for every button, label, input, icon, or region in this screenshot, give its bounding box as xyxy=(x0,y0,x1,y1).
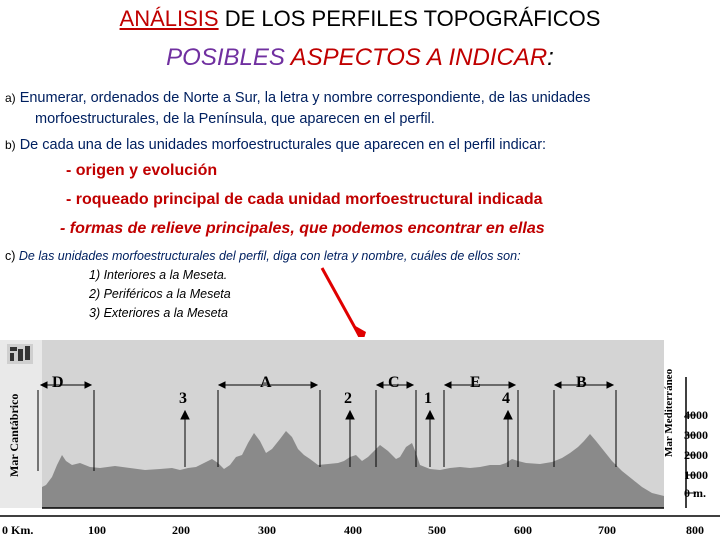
number-label-1: 1 xyxy=(424,390,432,407)
subtitle-part-1: POSIBLES xyxy=(166,44,291,71)
item-c-text: De las unidades morfoestructurales del perfil, diga con letra y nombre, cuáles de ellos son: xyxy=(15,249,521,263)
km-tick-800: 800 xyxy=(686,523,704,537)
elevation-tick-1000: 1000 xyxy=(684,468,708,482)
elevation-tick-4000: 4000 xyxy=(684,408,708,422)
item-a-text: Enumerar, ordenados de Norte a Sur, la letra y nombre correspondiente, de las unidades xyxy=(15,90,591,106)
elevation-tick-2000: 2000 xyxy=(684,448,708,462)
topographic-profile xyxy=(0,337,720,540)
item-c-list-3: 3) Exteriores a la Meseta xyxy=(89,306,228,320)
letter-label-c: C xyxy=(388,374,400,391)
km-tick-300: 300 xyxy=(258,523,276,537)
item-a-key: a) xyxy=(5,91,16,105)
item-a-line-1 xyxy=(5,90,590,106)
letter-label-b: B xyxy=(576,374,587,391)
item-b-line xyxy=(5,137,546,153)
item-c-list-1: 1) Interiores a la Meseta. xyxy=(89,268,228,282)
number-label-3: 3 xyxy=(179,390,187,407)
page-title xyxy=(0,6,720,32)
item-b-sub-1: - origen y evolución xyxy=(66,162,218,179)
title-rest: DE LOS PERFILES TOPOGRÁFICOS xyxy=(218,6,601,31)
right-sea-label: Mar Mediterráneo xyxy=(663,368,675,457)
item-b-sub-2: - roqueado principal de cada unidad morfoestructural indicada xyxy=(66,191,543,208)
elevation-tick-0: 0 m. xyxy=(684,486,706,500)
letter-label-a: A xyxy=(260,374,272,391)
title-highlight: ANÁLISIS xyxy=(119,6,219,31)
km-tick-200: 200 xyxy=(172,523,190,537)
km-tick-100: 100 xyxy=(88,523,106,537)
km-tick-400: 400 xyxy=(344,523,362,537)
subtitle-part-2: ASPECTOS A INDICAR xyxy=(290,44,548,71)
corner-logo xyxy=(7,344,33,364)
letter-label-d: D xyxy=(52,374,64,391)
letter-label-e: E xyxy=(470,374,481,391)
subtitle-part-3: : xyxy=(547,44,554,71)
subtitle xyxy=(0,44,720,72)
item-c-key: c) xyxy=(5,249,16,263)
km-tick-500: 500 xyxy=(428,523,446,537)
left-sea-label: Mar Cantábrico xyxy=(7,393,21,477)
km-tick-0: 0 Km. xyxy=(2,523,34,537)
item-c-line xyxy=(5,249,521,263)
number-label-2: 2 xyxy=(344,390,352,407)
number-label-4: 4 xyxy=(502,390,510,407)
item-b-key: b) xyxy=(5,138,16,152)
km-tick-600: 600 xyxy=(514,523,532,537)
item-a-line-2: morfoestructurales, de la Península, que aparecen en el perfil. xyxy=(35,111,435,127)
item-b-text: De cada una de las unidades morfoestructurales que aparecen en el perfil indicar: xyxy=(15,137,547,153)
km-tick-700: 700 xyxy=(598,523,616,537)
item-c-list-2: 2) Periféricos a la Meseta xyxy=(89,287,231,301)
elevation-tick-3000: 3000 xyxy=(684,428,708,442)
item-b-sub-3: - formas de relieve principales, que podemos encontrar en ellas xyxy=(60,220,545,237)
